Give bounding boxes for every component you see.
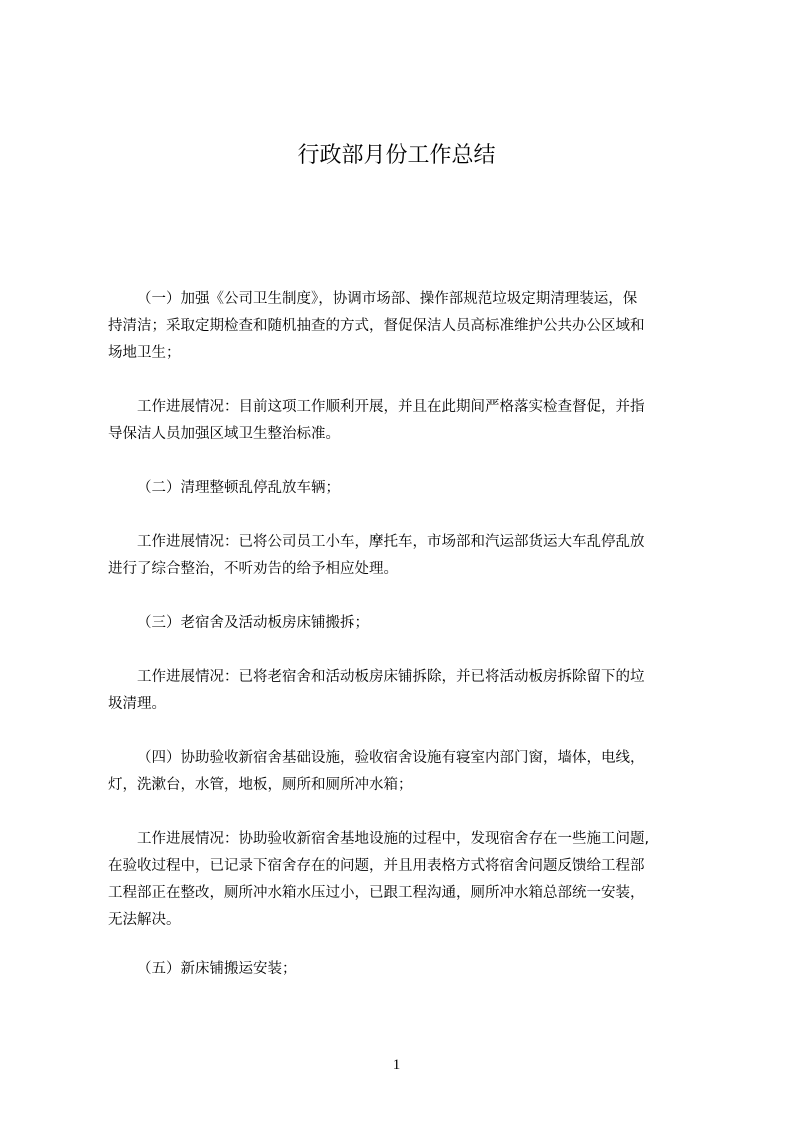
paragraph-line: 无法解决。 [108, 912, 181, 928]
paragraph-line: 持清洁；采取定期检查和随机抽查的方式，督促保洁人员高标准维护公共办公区域和 [108, 318, 645, 334]
paragraph-line: 工作进展情况：已将公司员工小车，摩托车，市场部和汽运部货运大车乱停乱放 [137, 534, 645, 550]
paragraph-line: （二）清理整顿乱停乱放车辆； [137, 480, 340, 496]
paragraph-line: 圾清理。 [108, 696, 166, 712]
paragraph-line: 工作进展情况：已将老宿舍和活动板房床铺拆除，并已将活动板房拆除留下的垃 [137, 669, 645, 685]
paragraph-line: 进行了综合整治，不听劝告的给予相应处理。 [108, 561, 398, 577]
paragraph-line: （三）老宿舍及活动板房床铺搬拆； [137, 615, 369, 631]
paragraph-line: 在验收过程中，已记录下宿舍存在的问题，并且用表格方式将宿舍问题反馈给工程部 [108, 858, 645, 874]
paragraph-line: 灯，洗漱台，水管，地板，厕所和厕所冲水箱； [108, 777, 413, 793]
paragraph-line: （一）加强《公司卫生制度》，协调市场部、操作部规范垃圾定期清理装运，保 [137, 291, 638, 307]
paragraph-line: 工作进展情况：协助验收新宿舍基地设施的过程中，发现宿舍存在一些施工问题, [137, 831, 650, 847]
paragraph-line: 工作进展情况：目前这项工作顺利开展，并且在此期间严格落实检查督促，并指 [137, 399, 645, 415]
page-number: 1 [392, 1057, 401, 1073]
paragraph-line: 工程部正在整改，厕所冲水箱水压过小，已跟工程沟通，厕所冲水箱总部统一安装， [108, 885, 645, 901]
paragraph-line: 场地卫生； [108, 345, 181, 361]
paragraph-line: 导保洁人员加强区域卫生整治标准。 [108, 426, 340, 442]
document-title: 行政部月份工作总结 [297, 143, 496, 168]
paragraph-line: （四）协助验收新宿舍基础设施，验收宿舍设施有寝室内部门窗，墙体，电线， [137, 750, 645, 766]
paragraph-line: （五）新床铺搬运安装； [137, 961, 297, 977]
